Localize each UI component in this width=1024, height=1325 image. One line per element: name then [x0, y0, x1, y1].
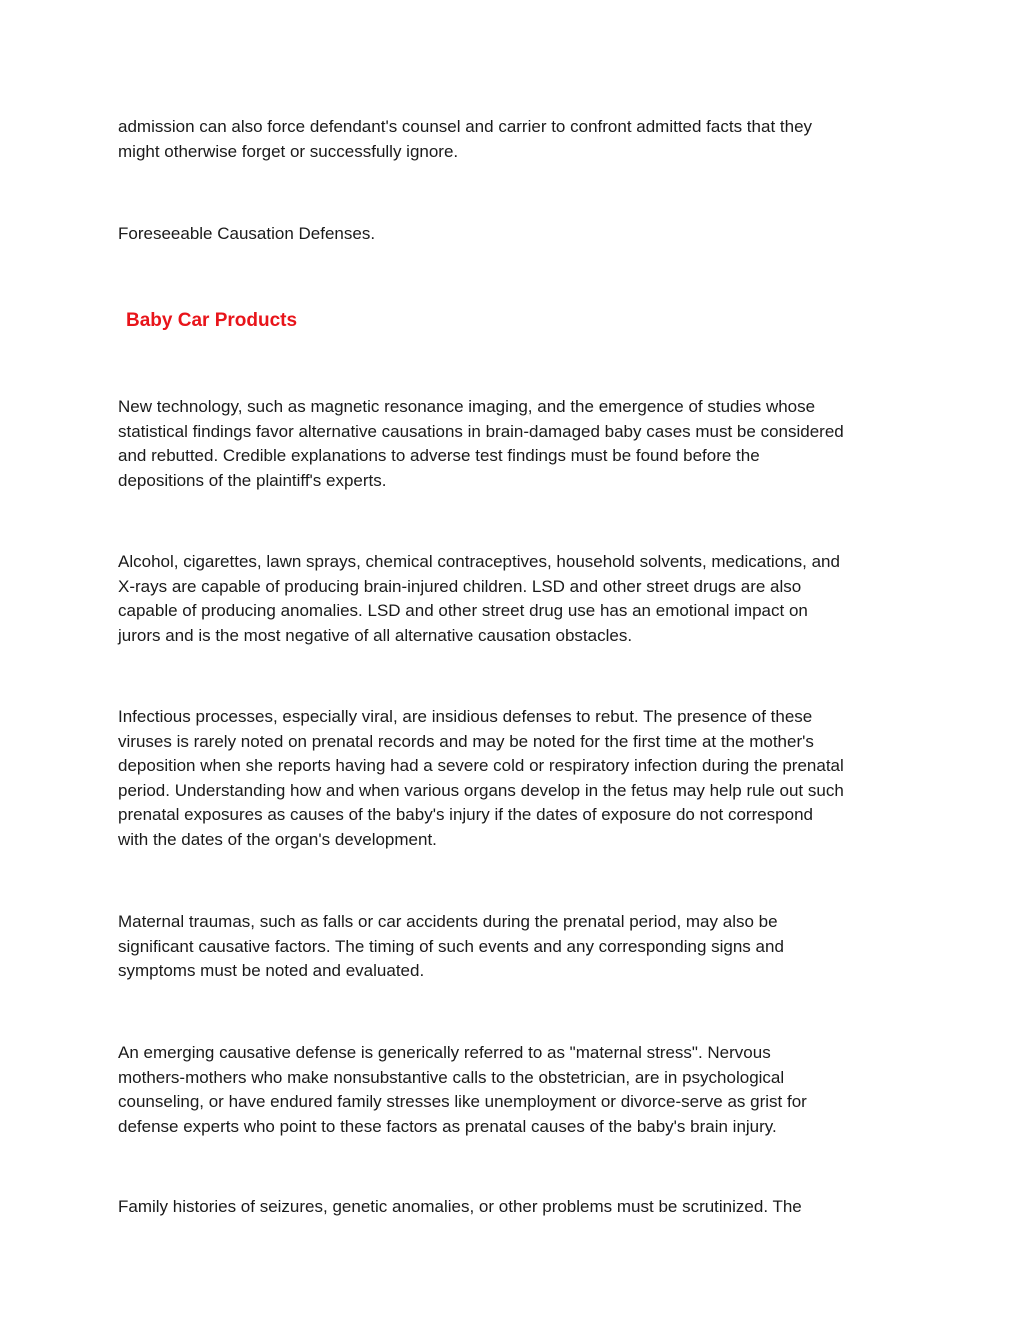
text-line: jurors and is the most negative of all alternative causation obstacles.: [118, 625, 633, 645]
text-line: Maternal traumas, such as falls or car accidents during the prenatal period, may also be: [118, 912, 778, 931]
text-line: capable of producing anomalies. LSD and other street drug use has an emotional impact on: [118, 601, 808, 620]
text-line: mothers-mothers who make nonsubstantive calls to the obstetrician, are in psychological: [118, 1067, 785, 1087]
text-line: period. Understanding how and when various organs develop in the fetus may help rule out such: [118, 780, 844, 800]
paragraph-new-technology: [118, 395, 918, 493]
text-line: Infectious processes, especially viral, are insidious defenses to rebut. The presence of these: [118, 707, 813, 726]
text-line: statistical findings favor alternative causations in brain-damaged baby cases must be considered: [118, 421, 844, 441]
text-line: symptoms must be noted and evaluated.: [118, 961, 425, 980]
text-line: Alcohol, cigarettes, lawn sprays, chemical contraceptives, household solvents, medications, and: [118, 552, 840, 571]
text-line: An emerging causative defense is generically referred to as "maternal stress". Nervous: [118, 1043, 771, 1062]
text-line: might otherwise forget or successfully ignore.: [118, 141, 459, 161]
paragraph-infectious-processes: [118, 705, 918, 852]
text-line: counseling, or have endured family stresses like unemployment or divorce-serve as grist for: [118, 1092, 807, 1111]
paragraph-alcohol-cigarettes: [118, 550, 918, 648]
text-line: Foreseeable Causation Defenses.: [118, 224, 376, 243]
baby-car-products-link[interactable]: Baby Car Products: [126, 310, 298, 331]
paragraph-family-histories: [118, 1195, 918, 1220]
text-line: viruses is rarely noted on prenatal records and may be noted for the first time at the mother's: [118, 731, 814, 751]
paragraph-maternal-traumas: [118, 910, 918, 984]
paragraph-maternal-stress: [118, 1041, 918, 1139]
text-line: New technology, such as magnetic resonance imaging, and the emergence of studies whose: [118, 397, 816, 416]
text-line: defense experts who point to these factors as prenatal causes of the baby's brain injury.: [118, 1116, 777, 1136]
text-line: admission can also force defendant's counsel and carrier to confront admitted facts that they: [118, 117, 813, 136]
text-line: and rebutted. Credible explanations to adverse test findings must be found before the: [118, 446, 760, 465]
text-line: X-rays are capable of producing brain-injured children. LSD and other street drugs are also: [118, 576, 802, 596]
text-line: Family histories of seizures, genetic anomalies, or other problems must be scrutinized. The: [118, 1197, 802, 1216]
text-line: with the dates of the organ's development.: [118, 829, 437, 849]
text-line: depositions of the plaintiff's experts.: [118, 470, 387, 490]
text-line: significant causative factors. The timing of such events and any corresponding signs and: [118, 936, 784, 956]
text-line: prenatal exposures as causes of the baby's injury if the dates of exposure do not correspond: [118, 805, 813, 824]
text-line: deposition when she reports having had a severe cold or respiratory infection during the prenatal: [118, 756, 844, 775]
paragraph-admission: [118, 115, 918, 164]
paragraph-foreseeable-causation: [118, 222, 918, 247]
